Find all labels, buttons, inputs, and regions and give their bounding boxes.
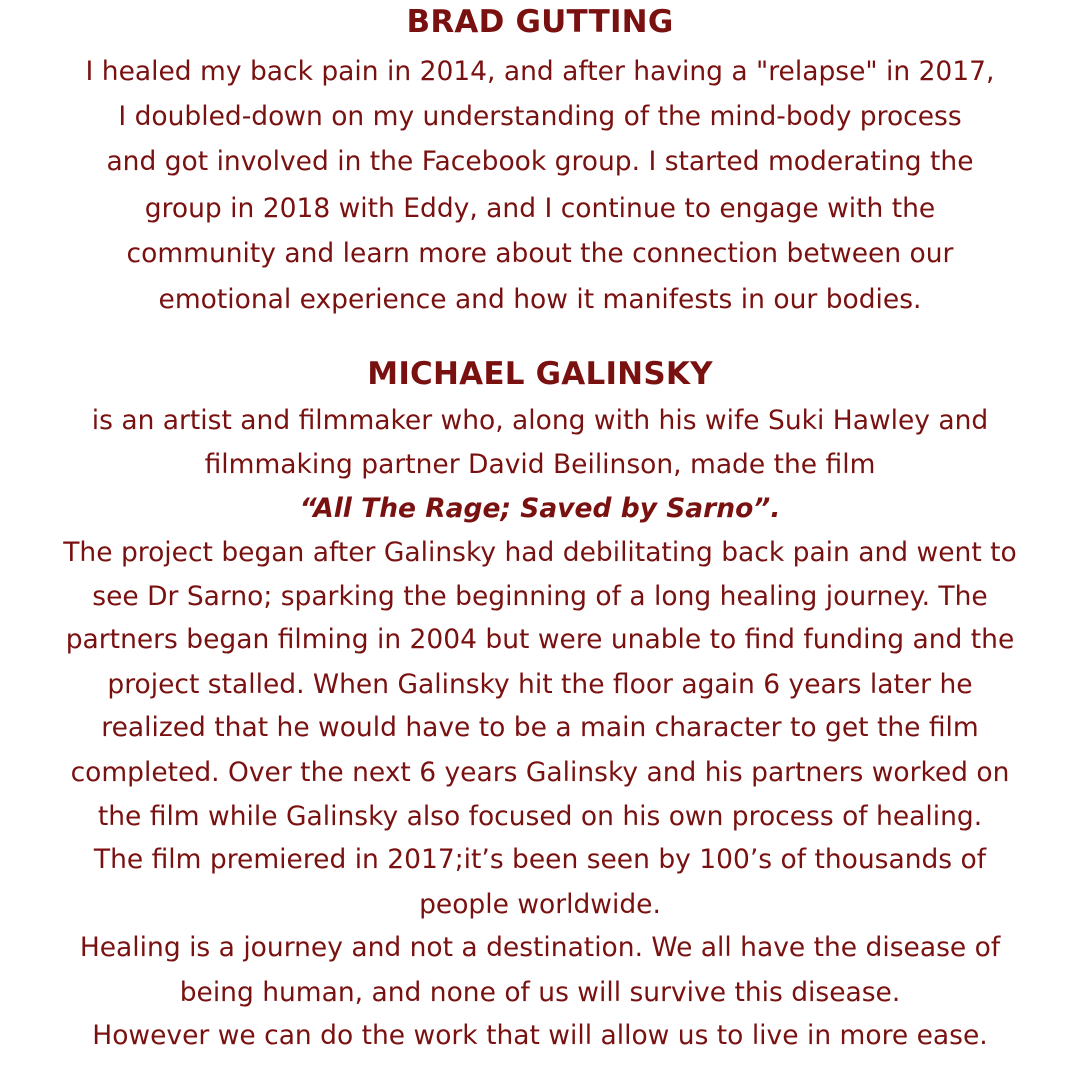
michael-body-line-5: realized that he would have to be a main character to get the film xyxy=(101,712,979,743)
brad-bio-line-5: community and learn more about the connection between our xyxy=(126,238,954,269)
brad-bio-line-1: I healed my back pain in 2014, and after having a "relapse" in 2017, xyxy=(85,56,995,87)
film-title: “All The Rage; Saved by Sarno”. xyxy=(299,493,781,524)
michael-body-line-6: completed. Over the next 6 years Galinsky and his partners worked on xyxy=(70,757,1010,788)
brad-bio-line-2: I doubled-down on my understanding of the mind-body process xyxy=(118,101,962,132)
michael-body-line-8: The film premiered in 2017;it’s been seen by 100’s of thousands of xyxy=(93,844,987,875)
michael-body-line-3: partners began filming in 2004 but were unable to find funding and the xyxy=(65,624,1015,655)
michael-body-line-10: Healing is a journey and not a destination. We all have the disease of xyxy=(79,932,1001,963)
michael-body-line-2: see Dr Sarno; sparking the beginning of a long healing journey. The xyxy=(92,581,988,612)
michael-body-line-4: project stalled. When Galinsky hit the floor again 6 years later he xyxy=(107,669,973,700)
brad-bio-line-6: emotional experience and how it manifests in our bodies. xyxy=(158,284,922,315)
michael-body-line-9: people worldwide. xyxy=(419,889,661,920)
michael-intro-line-1: is an artist and filmmaker who, along with his wife Suki Hawley and xyxy=(91,405,989,436)
brad-bio-line-3: and got involved in the Facebook group. I started moderating the xyxy=(106,146,974,177)
brad-bio-line-4: group in 2018 with Eddy, and I continue to engage with the xyxy=(144,193,936,224)
michael-body-line-1: The project began after Galinsky had debilitating back pain and went to xyxy=(63,537,1017,568)
michael-galinsky-heading: MICHAEL GALINSKY xyxy=(367,356,713,392)
brad-gutting-heading: BRAD GUTTING xyxy=(406,4,674,40)
michael-intro-line-2: filmmaking partner David Beilinson, made the film xyxy=(204,449,876,480)
michael-body-line-7: the film while Galinsky also focused on his own process of healing. xyxy=(97,801,983,832)
michael-body-line-11: being human, and none of us will survive this disease. xyxy=(179,977,901,1008)
michael-body-line-12: However we can do the work that will allow us to live in more ease. xyxy=(92,1020,988,1051)
